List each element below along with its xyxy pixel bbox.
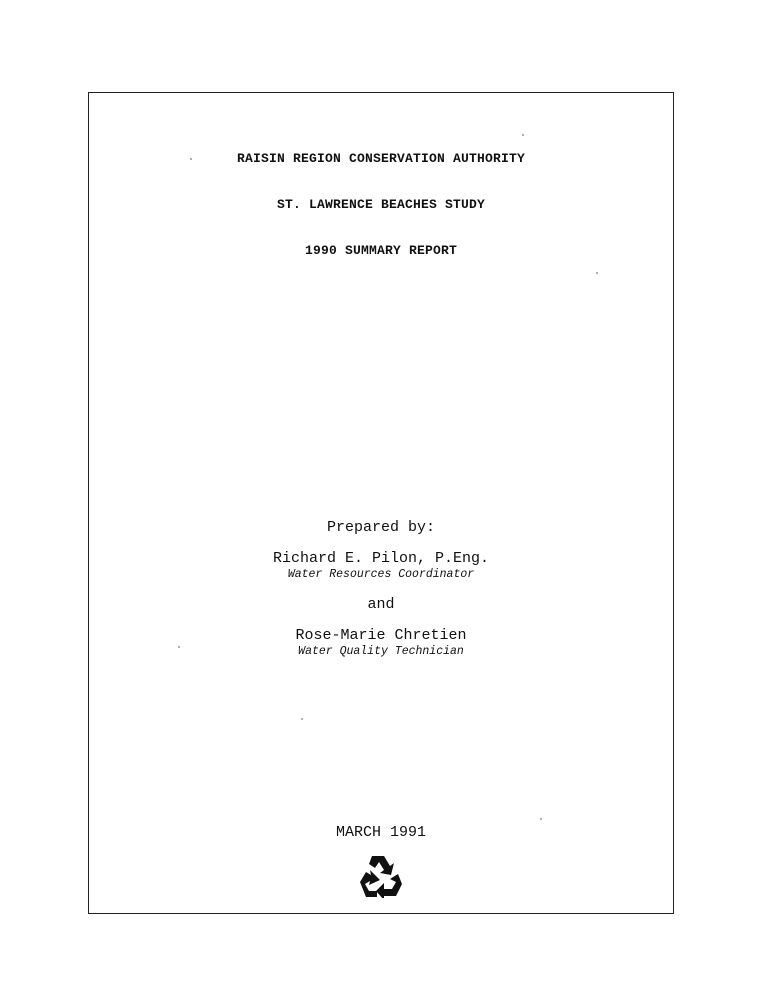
scan-speck [190, 158, 192, 160]
organization-title: RAISIN REGION CONSERVATION AUTHORITY [236, 151, 526, 166]
prepared-by-label: Prepared by: [326, 519, 436, 536]
scan-speck [522, 134, 524, 136]
report-title: 1990 SUMMARY REPORT [304, 243, 458, 258]
author-role-1: Water Resources Coordinator [287, 568, 475, 581]
scan-speck [540, 818, 542, 820]
page-border [88, 92, 674, 914]
scan-speck [301, 718, 303, 720]
recycle-icon [358, 854, 404, 898]
scan-speck [178, 646, 180, 648]
author-name-1: Richard E. Pilon, P.Eng. [272, 550, 490, 567]
study-title: ST. LAWRENCE BEACHES STUDY [276, 197, 486, 212]
author-role-2: Water Quality Technician [298, 645, 464, 658]
author-name-2: Rose-Marie Chretien [295, 627, 467, 644]
scan-speck [596, 272, 598, 274]
conjunction-and: and [367, 596, 395, 613]
report-date: MARCH 1991 [335, 824, 426, 841]
